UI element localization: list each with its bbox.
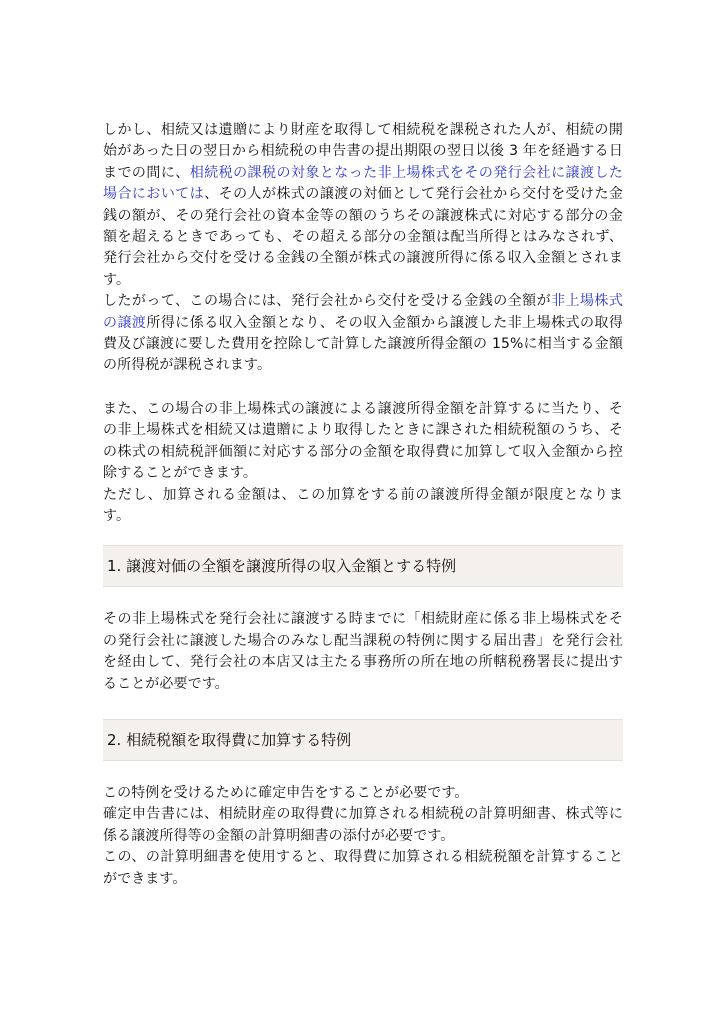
paragraph-2-text-cont: 所得に係る収入金額となり、その収入金額から譲渡した非上場株式の取得費及び譲渡に要した費用を控除して計算した譲渡所得金額の 15%に相当する金額の所得税が課税されます。 [103, 314, 623, 374]
section-1-heading: 1. 譲渡対価の全額を譲渡所得の収入金額とする特例 [103, 545, 623, 587]
spacer [103, 377, 623, 399]
paragraph-1-text: しかし、相続又は遺贈により財産を取得して相続税を課税された人が、相続の開始があった日の翌日から相続税の申告書の提出期限の翌日以後 3 年を経過する日までの間に、 [103, 122, 623, 181]
section-2-body-2: 確定申告書には、相続財産の取得費に加算される相続税の計算明細書、株式等に係る譲渡所得等の金額の計算明細書の添付が必要です。 [103, 806, 623, 844]
section-2-body-3: この、の計算明細書を使用すると、取得費に加算される相続税額を計算することができます。 [103, 849, 623, 887]
paragraph-2-highlight: 非上場株式の譲渡 [103, 293, 623, 331]
paragraph-2-text: したがって、この場合には、発行会社から交付を受ける金銭の全額が [103, 293, 552, 310]
paragraph-3: また、この場合の非上場株式の譲渡による譲渡所得金額を計算するに当たり、その非上場株式を相続又は遺贈により取得したときに課された相続税額のうち、その株式の相続税評価額に対応する部分の金額を取得費に加算して収入金額から控除することができます。 [103, 400, 623, 482]
paragraph-4: ただし、加算される金額は、この加算をする前の譲渡所得金額が限度となります。 [103, 486, 623, 524]
paragraph-1 [103, 120, 623, 291]
section-2-body-1: この特例を受けるために確定申告をすることが必要です。 [103, 784, 469, 801]
section-2-heading: 2. 相続税額を取得費に加算する特例 [103, 719, 623, 761]
paragraph-2 [103, 291, 623, 377]
paragraph-1-highlight: 相続税の課税の対象となった非上場株式をその発行会社に譲渡した場合においては [103, 164, 623, 203]
paragraph-1-text-cont: 、その人が株式の譲渡の対価として発行会社から交付を受けた金銭の額が、その発行会社の資本金等の額のうちその譲渡株式に対応する部分の金額を超えるときであっても、その超える部分の金額は配当所得とはみなされず、発行会社から交付を受ける金銭の全額が株式の譲渡所得に係る収入金額とされます。 [103, 186, 623, 288]
document-body [103, 120, 623, 890]
section-1-body: その非上場株式を発行会社に譲渡する時までに「相続財産に係る非上場株式をその発行会社に譲渡した場合のみなし配当課税の特例に関する届出書」を発行会社を経由して、発行会社の本店又は主たる事務所の所在地の所轄税務署長に提出することが必要です。 [103, 611, 623, 692]
